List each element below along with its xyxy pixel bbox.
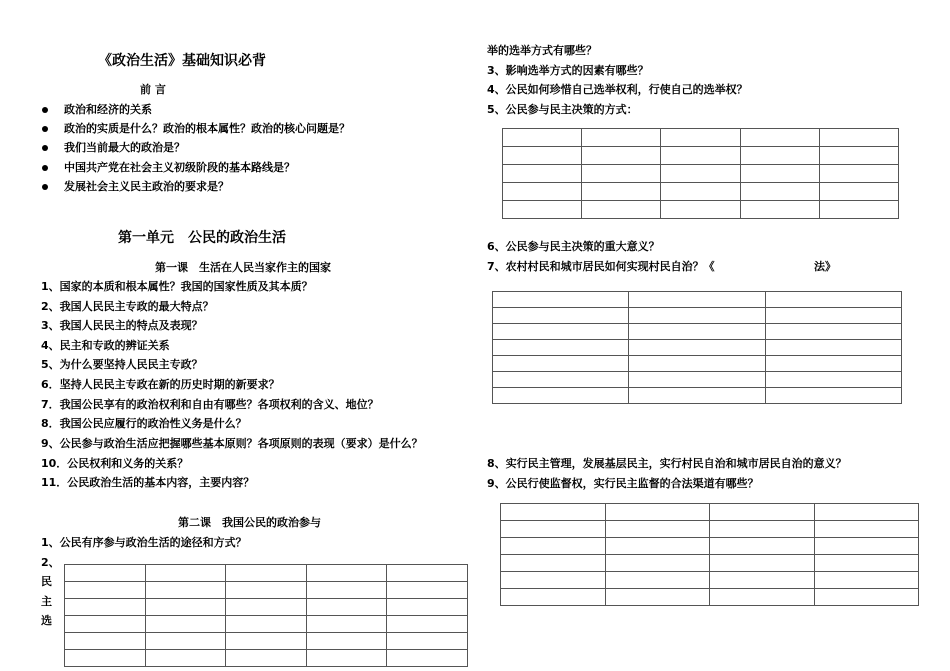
question-line: 5、为什么要坚持人民民主专政？: [41, 358, 203, 371]
table-cell[interactable]: [765, 372, 901, 388]
table-cell[interactable]: [226, 599, 307, 616]
table-cell[interactable]: [765, 388, 901, 404]
table-cell[interactable]: [501, 555, 606, 572]
table-cell[interactable]: [710, 589, 815, 606]
question-line: 4、民主和专政的辨证关系: [41, 339, 170, 352]
table-cell[interactable]: [582, 129, 661, 147]
table-cell[interactable]: [661, 183, 740, 201]
question-line: 7．我国公民享有的政治权利和自由有哪些？各项权利的含义、地位？: [41, 398, 379, 411]
document-title: 《政治生活》基础知识必背: [98, 53, 266, 69]
table-cell[interactable]: [493, 340, 629, 356]
preface-item: 政治和经济的关系: [64, 103, 152, 116]
table-cell[interactable]: [493, 388, 629, 404]
bullet-icon: [42, 165, 48, 171]
table-cell[interactable]: [387, 616, 468, 633]
question-line: 9、公民参与政治生活应把握哪些基本原则？各项原则的表现（要求）是什么？: [41, 437, 423, 450]
table-cell[interactable]: [387, 582, 468, 599]
table-cell[interactable]: [65, 582, 146, 599]
preface-item: 我们当前最大的政治是？: [64, 141, 185, 154]
table-cell[interactable]: [503, 165, 582, 183]
table-cell[interactable]: [814, 555, 919, 572]
table-cell[interactable]: [661, 201, 740, 219]
table-cell[interactable]: [306, 650, 387, 667]
table-cell[interactable]: [710, 555, 815, 572]
table-cell[interactable]: [493, 356, 629, 372]
table-cell[interactable]: [306, 582, 387, 599]
question-line: 举的选举方式有哪些？: [487, 44, 597, 57]
table-cell[interactable]: [814, 504, 919, 521]
question-line: 1、公民有序参与政治生活的途径和方式？: [41, 536, 247, 549]
table-cell[interactable]: [814, 572, 919, 589]
vertical-char: 主: [41, 595, 52, 608]
answer-table-election: [64, 564, 468, 667]
table-cell[interactable]: [65, 616, 146, 633]
question-line: 2、我国人民民主专政的最大特点？: [41, 300, 214, 313]
table-cell[interactable]: [740, 129, 819, 147]
table-cell[interactable]: [306, 616, 387, 633]
table-cell[interactable]: [493, 292, 629, 308]
table-cell[interactable]: [503, 201, 582, 219]
table-cell[interactable]: [226, 582, 307, 599]
table-cell[interactable]: [387, 599, 468, 616]
table-cell[interactable]: [65, 650, 146, 667]
table-cell[interactable]: [765, 324, 901, 340]
preface-item: 政治的实质是什么？政治的根本属性？政治的核心问题是？: [64, 122, 350, 135]
table-cell[interactable]: [629, 388, 765, 404]
table-cell[interactable]: [493, 372, 629, 388]
table-cell[interactable]: [740, 183, 819, 201]
table-cell[interactable]: [814, 538, 919, 555]
table-cell[interactable]: [819, 129, 898, 147]
question-line: 11．公民政治生活的基本内容，主要内容？: [41, 476, 255, 489]
preface-item: 中国共产党在社会主义初级阶段的基本路线是？: [64, 161, 295, 174]
table-cell[interactable]: [819, 183, 898, 201]
table-cell[interactable]: [145, 616, 226, 633]
table-cell[interactable]: [819, 201, 898, 219]
question-line-suffix: 法》: [814, 260, 836, 273]
table-cell[interactable]: [661, 165, 740, 183]
vertical-char: 选: [41, 614, 52, 627]
table-cell[interactable]: [740, 165, 819, 183]
lesson1-heading: 第一课 生活在人民当家作主的国家: [155, 261, 331, 274]
table-cell[interactable]: [387, 565, 468, 582]
table-cell[interactable]: [605, 521, 710, 538]
table-cell[interactable]: [629, 292, 765, 308]
table-cell[interactable]: [605, 538, 710, 555]
bullet-icon: [42, 107, 48, 113]
question-line: 1、国家的本质和根本属性？我国的国家性质及其本质？: [41, 280, 313, 293]
table-cell[interactable]: [145, 582, 226, 599]
question-line: 2、: [41, 556, 60, 569]
table-cell[interactable]: [65, 633, 146, 650]
table-cell[interactable]: [582, 147, 661, 165]
table-cell[interactable]: [819, 165, 898, 183]
table-cell[interactable]: [661, 147, 740, 165]
question-line: 9、公民行使监督权，实行民主监督的合法渠道有哪些？: [487, 477, 759, 490]
table-cell[interactable]: [226, 633, 307, 650]
table-cell[interactable]: [605, 572, 710, 589]
table-cell[interactable]: [819, 147, 898, 165]
table-cell[interactable]: [814, 589, 919, 606]
question-line: 3、我国人民民主的特点及表现？: [41, 319, 203, 332]
table-cell[interactable]: [605, 555, 710, 572]
table-cell[interactable]: [226, 565, 307, 582]
table-cell[interactable]: [814, 521, 919, 538]
table-cell[interactable]: [740, 147, 819, 165]
table-cell[interactable]: [605, 504, 710, 521]
question-line: 10．公民权利和义务的关系？: [41, 457, 189, 470]
bullet-icon: [42, 145, 48, 151]
table-cell[interactable]: [503, 147, 582, 165]
answer-table-decision: [502, 128, 899, 219]
table-cell[interactable]: [661, 129, 740, 147]
table-cell[interactable]: [493, 308, 629, 324]
table-cell[interactable]: [740, 201, 819, 219]
vertical-char: 民: [41, 575, 52, 588]
question-line: 8、实行民主管理，发展基层民主，实行村民自治和城市居民自治的意义？: [487, 457, 847, 470]
question-line: 7、农村村民和城市居民如何实现村民自治？《: [487, 260, 715, 273]
table-cell[interactable]: [226, 650, 307, 667]
table-cell[interactable]: [582, 183, 661, 201]
bullet-icon: [42, 126, 48, 132]
question-line: 5、公民参与民主决策的方式：: [487, 103, 638, 116]
table-cell[interactable]: [387, 650, 468, 667]
table-cell[interactable]: [582, 165, 661, 183]
question-line: 6、公民参与民主决策的重大意义？: [487, 240, 660, 253]
unit-heading: 第一单元 公民的政治生活: [118, 230, 286, 246]
table-cell[interactable]: [582, 201, 661, 219]
table-cell[interactable]: [629, 324, 765, 340]
table-cell[interactable]: [629, 356, 765, 372]
table-cell[interactable]: [501, 521, 606, 538]
answer-table-supervision: [500, 503, 919, 606]
question-line: 3、影响选举方式的因素有哪些？: [487, 64, 649, 77]
table-cell[interactable]: [765, 308, 901, 324]
table-cell[interactable]: [503, 129, 582, 147]
answer-table-autonomy: [492, 291, 902, 404]
table-cell[interactable]: [145, 565, 226, 582]
table-cell[interactable]: [145, 599, 226, 616]
table-cell[interactable]: [501, 589, 606, 606]
table-cell[interactable]: [765, 292, 901, 308]
table-cell[interactable]: [501, 538, 606, 555]
table-cell[interactable]: [765, 340, 901, 356]
table-cell[interactable]: [710, 538, 815, 555]
preface-heading: 前 言: [140, 83, 166, 96]
table-cell[interactable]: [306, 599, 387, 616]
table-cell[interactable]: [501, 504, 606, 521]
table-cell[interactable]: [710, 504, 815, 521]
table-cell[interactable]: [493, 324, 629, 340]
table-cell[interactable]: [765, 356, 901, 372]
table-cell[interactable]: [605, 589, 710, 606]
table-cell[interactable]: [65, 599, 146, 616]
table-cell[interactable]: [306, 633, 387, 650]
table-cell[interactable]: [306, 565, 387, 582]
preface-item: 发展社会主义民主政治的要求是？: [64, 180, 229, 193]
lesson2-heading: 第二课 我国公民的政治参与: [178, 516, 321, 529]
table-cell[interactable]: [629, 340, 765, 356]
table-cell[interactable]: [226, 616, 307, 633]
table-cell[interactable]: [710, 521, 815, 538]
question-line: 4、公民如何珍惜自己选举权利，行使自己的选举权？: [487, 83, 748, 96]
table-cell[interactable]: [387, 633, 468, 650]
table-cell[interactable]: [145, 650, 226, 667]
table-cell[interactable]: [501, 572, 606, 589]
table-cell[interactable]: [503, 183, 582, 201]
table-cell[interactable]: [710, 572, 815, 589]
question-line: 6．坚持人民民主专政在新的历史时期的新要求？: [41, 378, 280, 391]
table-cell[interactable]: [629, 308, 765, 324]
table-cell[interactable]: [65, 565, 146, 582]
table-cell[interactable]: [145, 633, 226, 650]
question-line: 8．我国公民应履行的政治性义务是什么？: [41, 417, 247, 430]
table-cell[interactable]: [629, 372, 765, 388]
bullet-icon: [42, 184, 48, 190]
